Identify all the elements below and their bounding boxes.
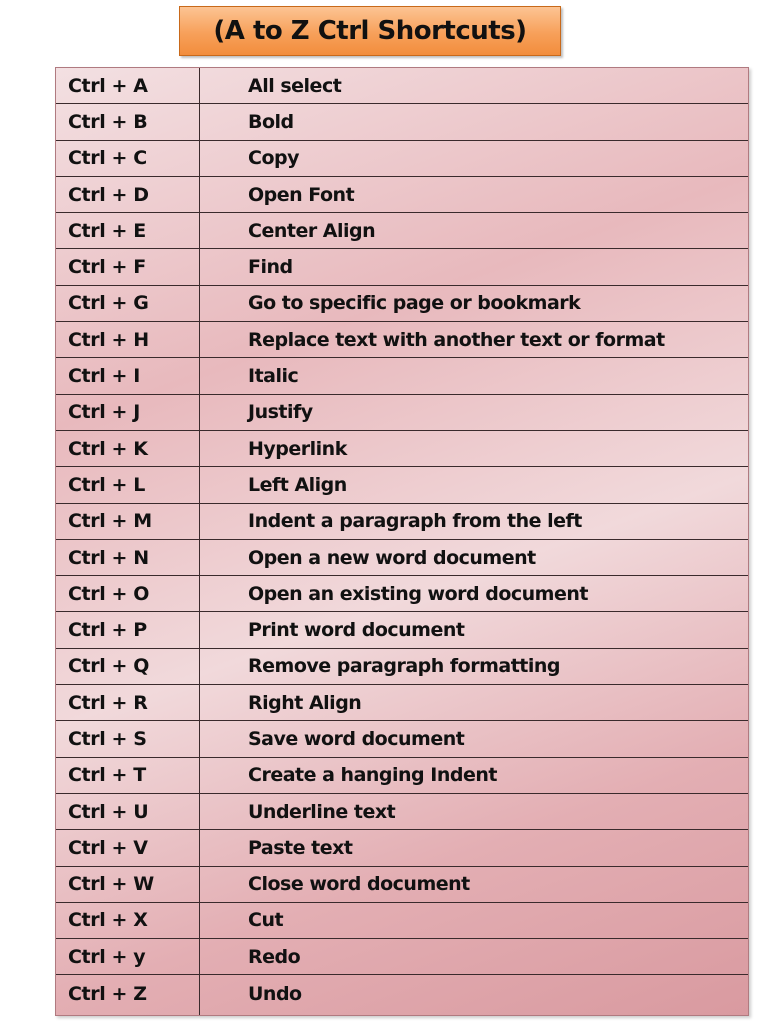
table-row [56, 975, 748, 1011]
shortcut-key: Ctrl + O [68, 582, 150, 605]
table-row [56, 794, 748, 830]
shortcut-action: Cut [248, 909, 284, 932]
table-row [56, 141, 748, 177]
shortcut-action: Go to specific page or bookmark [248, 292, 581, 315]
shortcut-action: Close word document [248, 873, 470, 896]
shortcut-key: Ctrl + U [68, 800, 149, 823]
shortcut-action: Open a new word document [248, 546, 536, 569]
shortcut-action: Indent a paragraph from the left [248, 510, 582, 533]
shortcut-key: Ctrl + T [68, 764, 146, 787]
shortcut-key: Ctrl + P [68, 619, 147, 642]
shortcut-key: Ctrl + F [68, 256, 146, 279]
shortcuts-table [55, 67, 749, 1016]
shortcut-action: Hyperlink [248, 437, 347, 460]
shortcut-key: Ctrl + R [68, 691, 148, 714]
shortcut-key: Ctrl + S [68, 727, 147, 750]
table-row [56, 939, 748, 975]
shortcut-key: Ctrl + Q [68, 655, 150, 678]
table-row [56, 612, 748, 648]
shortcut-key: Ctrl + N [68, 546, 149, 569]
table-row [56, 395, 748, 431]
shortcut-action: Right Align [248, 691, 362, 714]
shortcut-key: Ctrl + y [68, 945, 146, 968]
shortcut-key: Ctrl + B [68, 110, 148, 133]
table-row [56, 685, 748, 721]
table-row [56, 249, 748, 285]
table-row [56, 358, 748, 394]
shortcut-key: Ctrl + M [68, 510, 152, 533]
shortcut-action: Print word document [248, 619, 465, 642]
page-title: (A to Z Ctrl Shortcuts) [213, 16, 527, 46]
table-row [56, 322, 748, 358]
shortcut-key: Ctrl + D [68, 183, 149, 206]
shortcut-action: Replace text with another text or format [248, 328, 665, 351]
shortcut-key: Ctrl + J [68, 401, 140, 424]
shortcut-action: Open an existing word document [248, 582, 588, 605]
shortcut-key: Ctrl + W [68, 873, 154, 896]
shortcut-key: Ctrl + G [68, 292, 149, 315]
shortcut-key: Ctrl + Z [68, 982, 147, 1005]
shortcut-action: Copy [248, 147, 299, 170]
shortcut-action: Remove paragraph formatting [248, 655, 561, 678]
table-row [56, 903, 748, 939]
table-row [56, 504, 748, 540]
table-row [56, 540, 748, 576]
shortcut-key: Ctrl + E [68, 219, 146, 242]
table-row [56, 467, 748, 503]
shortcut-action: Underline text [248, 800, 396, 823]
shortcut-action: Create a hanging Indent [248, 764, 497, 787]
column-divider [199, 68, 200, 1015]
shortcut-action: Justify [248, 401, 313, 424]
shortcut-action: All select [248, 74, 342, 97]
shortcut-action: Save word document [248, 727, 465, 750]
shortcut-action: Left Align [248, 473, 347, 496]
table-row [56, 213, 748, 249]
shortcut-action: Find [248, 256, 293, 279]
shortcut-key: Ctrl + K [68, 437, 148, 460]
table-row [56, 721, 748, 757]
shortcut-action: Paste text [248, 836, 353, 859]
table-row [56, 758, 748, 794]
shortcut-action: Redo [248, 945, 301, 968]
shortcut-key: Ctrl + L [68, 473, 145, 496]
shortcut-action: Italic [248, 365, 299, 388]
table-row [56, 867, 748, 903]
shortcut-key: Ctrl + I [68, 365, 140, 388]
table-row [56, 830, 748, 866]
shortcut-action: Undo [248, 982, 302, 1005]
shortcut-key: Ctrl + C [68, 147, 147, 170]
shortcut-key: Ctrl + V [68, 836, 148, 859]
shortcut-action: Open Font [248, 183, 355, 206]
table-row [56, 576, 748, 612]
table-row [56, 286, 748, 322]
shortcut-key: Ctrl + A [68, 74, 148, 97]
table-row [56, 649, 748, 685]
shortcuts-table-body [56, 68, 748, 1012]
table-row [56, 68, 748, 104]
shortcut-action: Center Align [248, 219, 376, 242]
table-row [56, 177, 748, 213]
shortcut-key: Ctrl + H [68, 328, 149, 351]
shortcut-key: Ctrl + X [68, 909, 148, 932]
table-row [56, 104, 748, 140]
shortcut-action: Bold [248, 110, 294, 133]
title-banner [179, 6, 561, 56]
table-row [56, 431, 748, 467]
